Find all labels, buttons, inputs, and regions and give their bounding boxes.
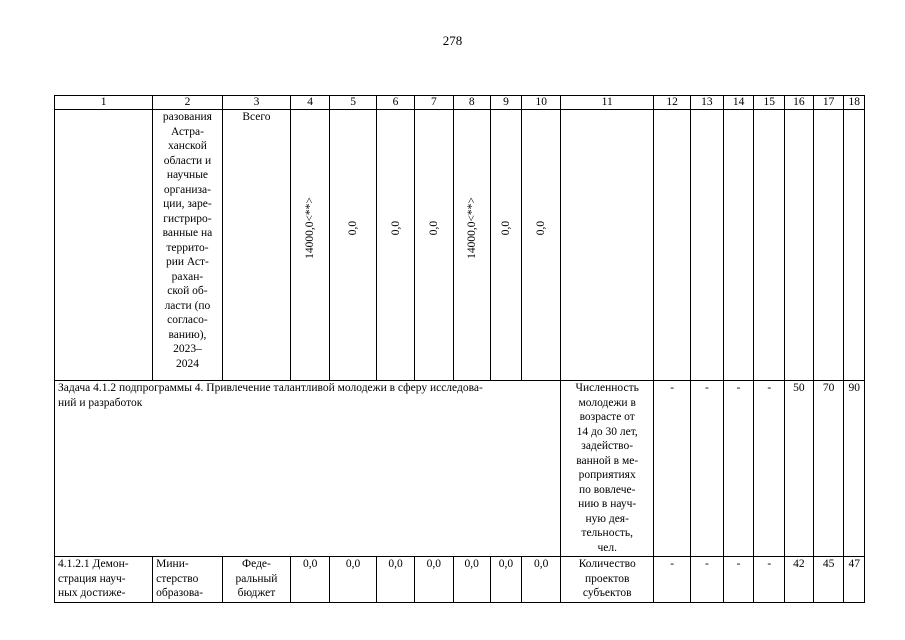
cell-line: области и [163, 154, 212, 167]
table-cell [785, 110, 814, 381]
cell-line: 2023– [173, 343, 202, 355]
column-header: 14 [723, 96, 754, 110]
cell-line: ральный [235, 572, 278, 585]
column-header: 12 [654, 96, 691, 110]
table-row [55, 381, 865, 557]
column-header: 10 [522, 96, 561, 110]
task-heading-cell [55, 381, 561, 557]
cell-line: роприятиях [578, 469, 636, 481]
measure-name-cell [55, 557, 153, 603]
indicator-value-cell: - [754, 557, 785, 603]
cell-line: ванию), [168, 328, 207, 341]
column-header: 5 [330, 96, 377, 110]
task-line: Задача 4.1.2 подпрограммы 4. Привлечение талантливой молодежи в сферу исследова- [58, 382, 483, 394]
table-cell [754, 110, 785, 381]
cell-line: нию в науч- [578, 498, 637, 510]
column-header: 2 [153, 96, 223, 110]
funding-source-cell [222, 557, 291, 603]
column-header: 9 [490, 96, 522, 110]
funding-cell: 0,0 [377, 557, 415, 603]
indicator-value-cell: - [754, 381, 785, 557]
indicator-value-cell: 70 [813, 381, 844, 557]
table-row [55, 557, 865, 603]
cell-line: возрасте от [579, 411, 635, 423]
cell-line: Астра- [170, 125, 204, 138]
cell-line: ванные на [162, 227, 213, 239]
funding-total-cell [291, 110, 330, 381]
table-cell [561, 110, 654, 381]
cell-line: гистриро- [163, 212, 212, 225]
cell-line: страция науч- [58, 572, 126, 585]
vertical-value: 0,0 [427, 220, 440, 236]
funding-cell [522, 110, 561, 381]
indicator-value-cell: - [691, 381, 724, 557]
column-header: 6 [377, 96, 415, 110]
cell-line: рии Аст- [165, 256, 209, 268]
indicator-value-cell: - [723, 557, 754, 603]
cell-line: 2024 [175, 357, 199, 370]
table-cell [844, 110, 865, 381]
funding-cell [377, 110, 415, 381]
vertical-value: 14000,0<**> [303, 197, 316, 259]
indicator-value-cell: 47 [844, 557, 865, 603]
cell-line: чел. [597, 541, 617, 554]
executor-cell [153, 557, 223, 603]
cell-line: субъектов [582, 587, 632, 599]
table-cell [691, 110, 724, 381]
table-cell [654, 110, 691, 381]
funding-cell: 0,0 [522, 557, 561, 603]
column-header: 17 [813, 96, 844, 110]
table-cell [723, 110, 754, 381]
task-line: ний и разработок [58, 396, 143, 409]
table-cell [55, 110, 153, 381]
cell-line: проектов [585, 572, 630, 585]
indicator-value-cell: 45 [813, 557, 844, 603]
column-header: 15 [754, 96, 785, 110]
indicator-value-cell: 50 [785, 381, 814, 557]
cell-line: по вовлече- [578, 483, 636, 496]
table-cell [813, 110, 844, 381]
indicator-value-cell: - [723, 381, 754, 557]
table-row [55, 110, 865, 381]
cell-line: образова- [156, 587, 204, 599]
cell-line: научные [166, 169, 209, 181]
cell-line: 14 до 30 лет, [576, 425, 638, 438]
indicator-cell [561, 557, 654, 603]
funding-cell: 0,0 [490, 557, 522, 603]
column-header: 11 [561, 96, 654, 110]
column-header: 3 [222, 96, 291, 110]
cell-line: задейство- [581, 440, 634, 452]
indicator-value-cell: 90 [844, 381, 865, 557]
column-header: 8 [453, 96, 490, 110]
column-header: 16 [785, 96, 814, 110]
indicator-cell [561, 381, 654, 557]
indicator-value-cell: 42 [785, 557, 814, 603]
cell-line: стерство [156, 572, 199, 585]
cell-line: организа- [163, 183, 211, 196]
cell-line: разования [162, 111, 212, 123]
column-header: 1 [55, 96, 153, 110]
indicator-value-cell: - [691, 557, 724, 603]
cell-line: рахан- [171, 270, 204, 283]
funding-cell: 0,0 [453, 557, 490, 603]
cell-line: ханской [168, 140, 207, 152]
cell-line: ской об- [167, 285, 208, 297]
vertical-value: 0,0 [499, 220, 512, 236]
cell-line: ванной в ме- [576, 454, 639, 467]
column-header: 13 [691, 96, 724, 110]
cell-line: Феде- [242, 558, 271, 570]
cell-line: бюджет [237, 587, 276, 599]
cell-line: 4.1.2.1 Демон- [58, 558, 129, 570]
cell-line: молодежи в [578, 396, 636, 409]
funding-cell: 0,0 [330, 557, 377, 603]
cell-line: ласти (по [164, 299, 211, 312]
cell-line: террито- [166, 241, 209, 254]
executor-cell [153, 110, 223, 381]
funding-cell [453, 110, 490, 381]
indicator-value-cell: - [654, 557, 691, 603]
cell-line: ную дея- [585, 512, 629, 525]
program-table [54, 95, 865, 603]
funding-cell [490, 110, 522, 381]
column-number-row [55, 96, 865, 110]
funding-cell [330, 110, 377, 381]
cell-line: тельность, [581, 527, 633, 539]
vertical-value: 0,0 [346, 220, 359, 236]
funding-cell: 0,0 [291, 557, 330, 603]
funding-source-cell: Всего [222, 110, 291, 381]
vertical-value: 0,0 [534, 220, 547, 236]
cell-line: Мини- [156, 558, 189, 570]
page-number: 278 [442, 33, 463, 48]
funding-cell: 0,0 [414, 557, 453, 603]
cell-line: Численность [575, 382, 639, 394]
vertical-value: 14000,0<**> [465, 197, 478, 259]
indicator-value-cell: - [654, 381, 691, 557]
column-header: 7 [414, 96, 453, 110]
cell-line: ных достиже- [58, 587, 126, 599]
vertical-value: 0,0 [389, 220, 402, 236]
funding-cell [414, 110, 453, 381]
cell-line: согласо- [167, 314, 208, 326]
column-header: 18 [844, 96, 865, 110]
column-header: 4 [291, 96, 330, 110]
cell-line: Количество [578, 558, 636, 570]
cell-line: ции, заре- [163, 198, 212, 210]
